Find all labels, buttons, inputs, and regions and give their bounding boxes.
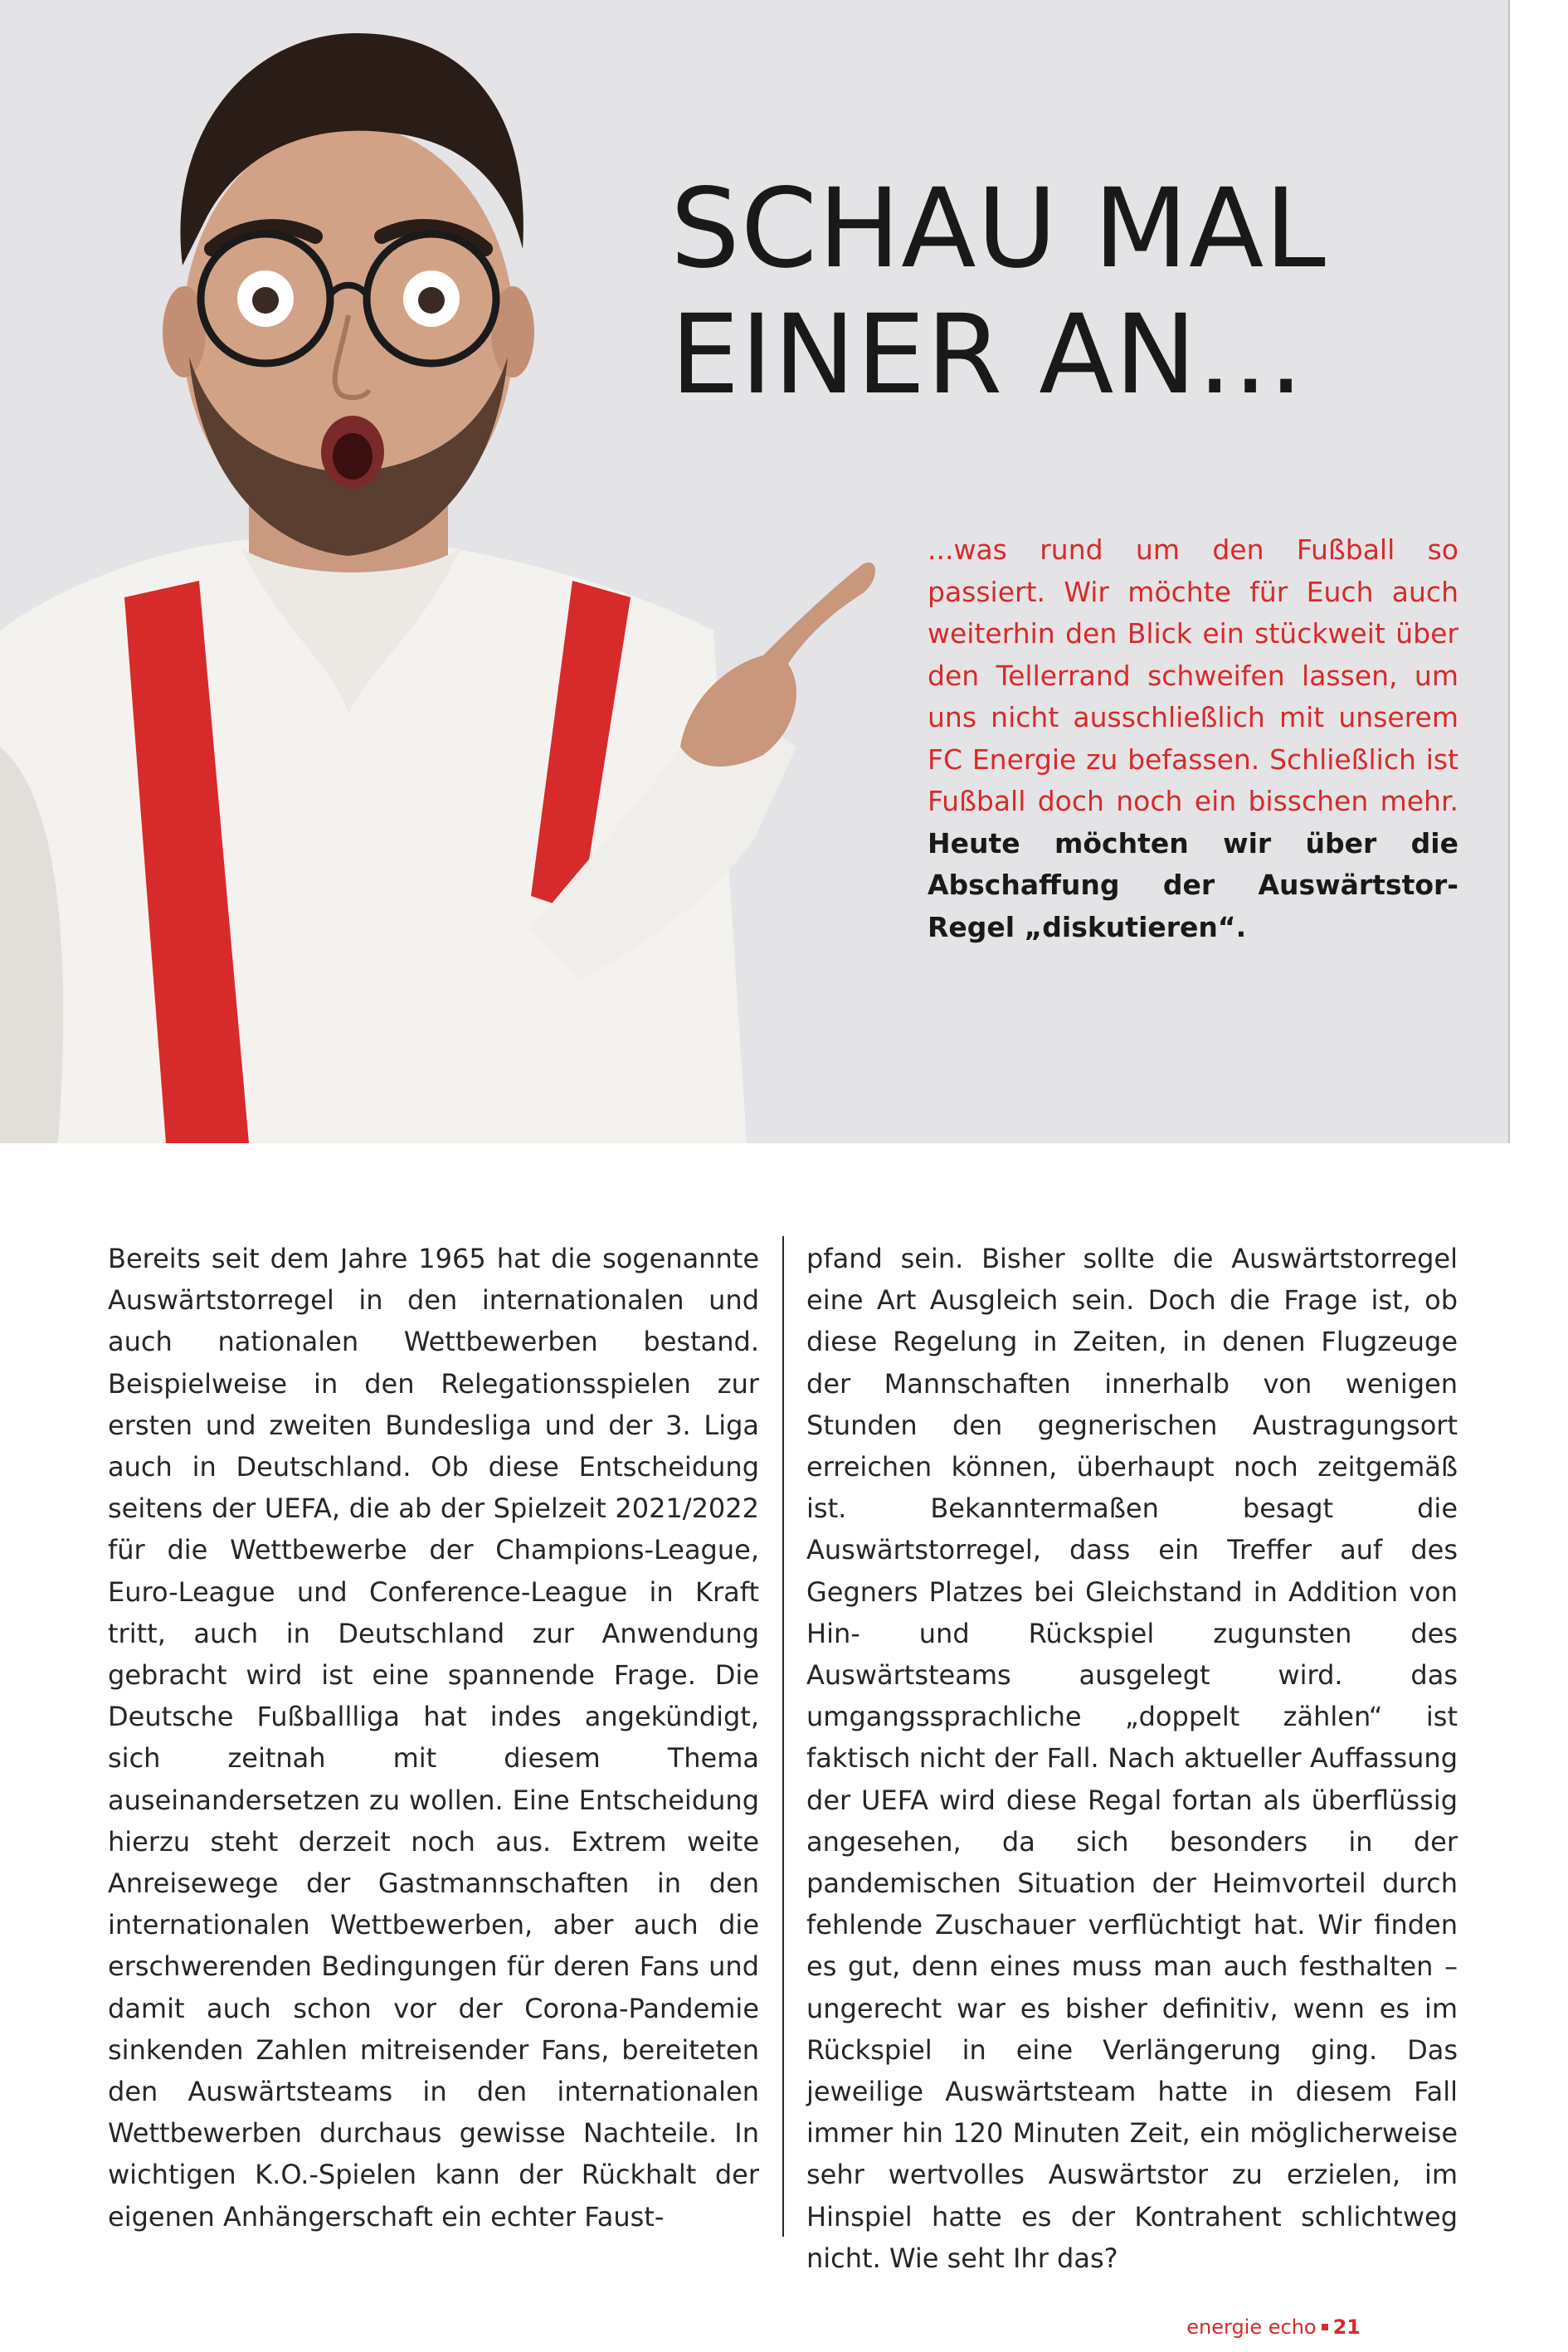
intro-paragraph xyxy=(928,529,1458,948)
headline-line-2: EINER AN... xyxy=(670,291,1305,419)
intro-text: ...was rund um den Fußball so passiert. Wir möchte für Euch auch weiterhin den Blick ein stückweit über den Tellerrand schweifen lassen, um uns nicht ausschließlich mit unserem FC Energie zu befassen. Schließlich ist Fußball doch noch ein bisschen mehr. xyxy=(928,533,1458,817)
column-divider xyxy=(782,1236,784,2237)
headline-line-1: SCHAU MAL xyxy=(670,165,1327,293)
page-number: 21 xyxy=(1332,2315,1361,2339)
article-column-left: Bereits seit dem Jahre 1965 hat die sogenannte Auswärtstorregel in den internationalen und auch nationalen Wettbewerben bestand. Beispielweise in den Relegationsspielen zur ersten und zweiten Bundesliga und der 3. Liga auch in Deutschland. Ob diese Entscheidung seitens der UEFA, die ab der Spielzeit 2021/2022 für die Wettbewerbe der Champions-League, Euro-League und Conference-League in Kraft tritt, auch in Deutschland zur Anwendung gebracht wird ist eine spannende Frage. Die Deutsche Fußballliga hat indes angekündigt, sich zeitnah mit diesem Thema auseinandersetzen zu wollen. Eine Entscheidung hierzu steht derzeit noch aus. Extrem weite Anreisewege der Gastmannschaften in den internationalen Wettbewerben, aber auch die erschwerenden Bedingungen für deren Fans und damit auch schon vor der Corona-Pandemie sinkenden Zahlen mitreisender Fans, bereiteten den Auswärtsteams in den internationalen Wettbewerben durchaus gewisse Nachteile. In wichtigen K.O.-Spielen kann der Rückhalt der eigenen Anhängerschaft ein echter Faust- xyxy=(108,1243,759,2233)
headline xyxy=(670,166,1500,418)
hero-photo-area xyxy=(0,0,1568,1143)
page-edge-strip xyxy=(1510,0,1568,1143)
separator-square-icon xyxy=(1322,2324,1328,2330)
article-column-right: pfand sein. Bisher sollte die Auswärtstorregel eine Art Ausgleich sein. Doch die Frage ist, ob diese Regelung in Zeiten, in denen Flugzeuge der Mannschaften innerhalb von wenigen Stunden den gegnerischen Austragungsort erreichen können, überhaupt noch zeitgemäß ist. Bekanntermaßen besagt die Auswärtstorregel, dass ein Treffer auf des Gegners Platzes bei Gleichstand in Addition von Hin- und Rückspiel zugunsten des Auswärtsteams ausgelegt wird. das umgangssprachliche „doppelt zählen“ ist faktisch nicht der Fall. Nach aktueller Auffassung der UEFA wird diese Regal fortan als überflüssig angesehen, da sich besonders in der pandemischen Situation der Heimvorteil durch fehlende Zuschauer verflüchtigt hat. Wir finden es gut, denn eines muss man auch festhalten – ungerecht war es bisher definitiv, wenn es im Rückspiel in eine Verlängerung ging. Das jeweilige Auswärtsteam hatte in diesem Fall immer hin 120 Minuten Zeit, ein möglicherweise sehr wertvolles Auswärtstor zu erzielen, im Hinspiel hatte es der Kontrahent schlichtweg nicht. Wie seht Ihr das? xyxy=(806,1243,1458,2274)
magazine-name: energie echo xyxy=(1186,2315,1317,2339)
page-footer xyxy=(1186,2315,1361,2340)
intro-bold-text: Heute möchten wir über die Abschaffung der Auswärtstor-Regel „diskutieren“. xyxy=(928,826,1458,943)
